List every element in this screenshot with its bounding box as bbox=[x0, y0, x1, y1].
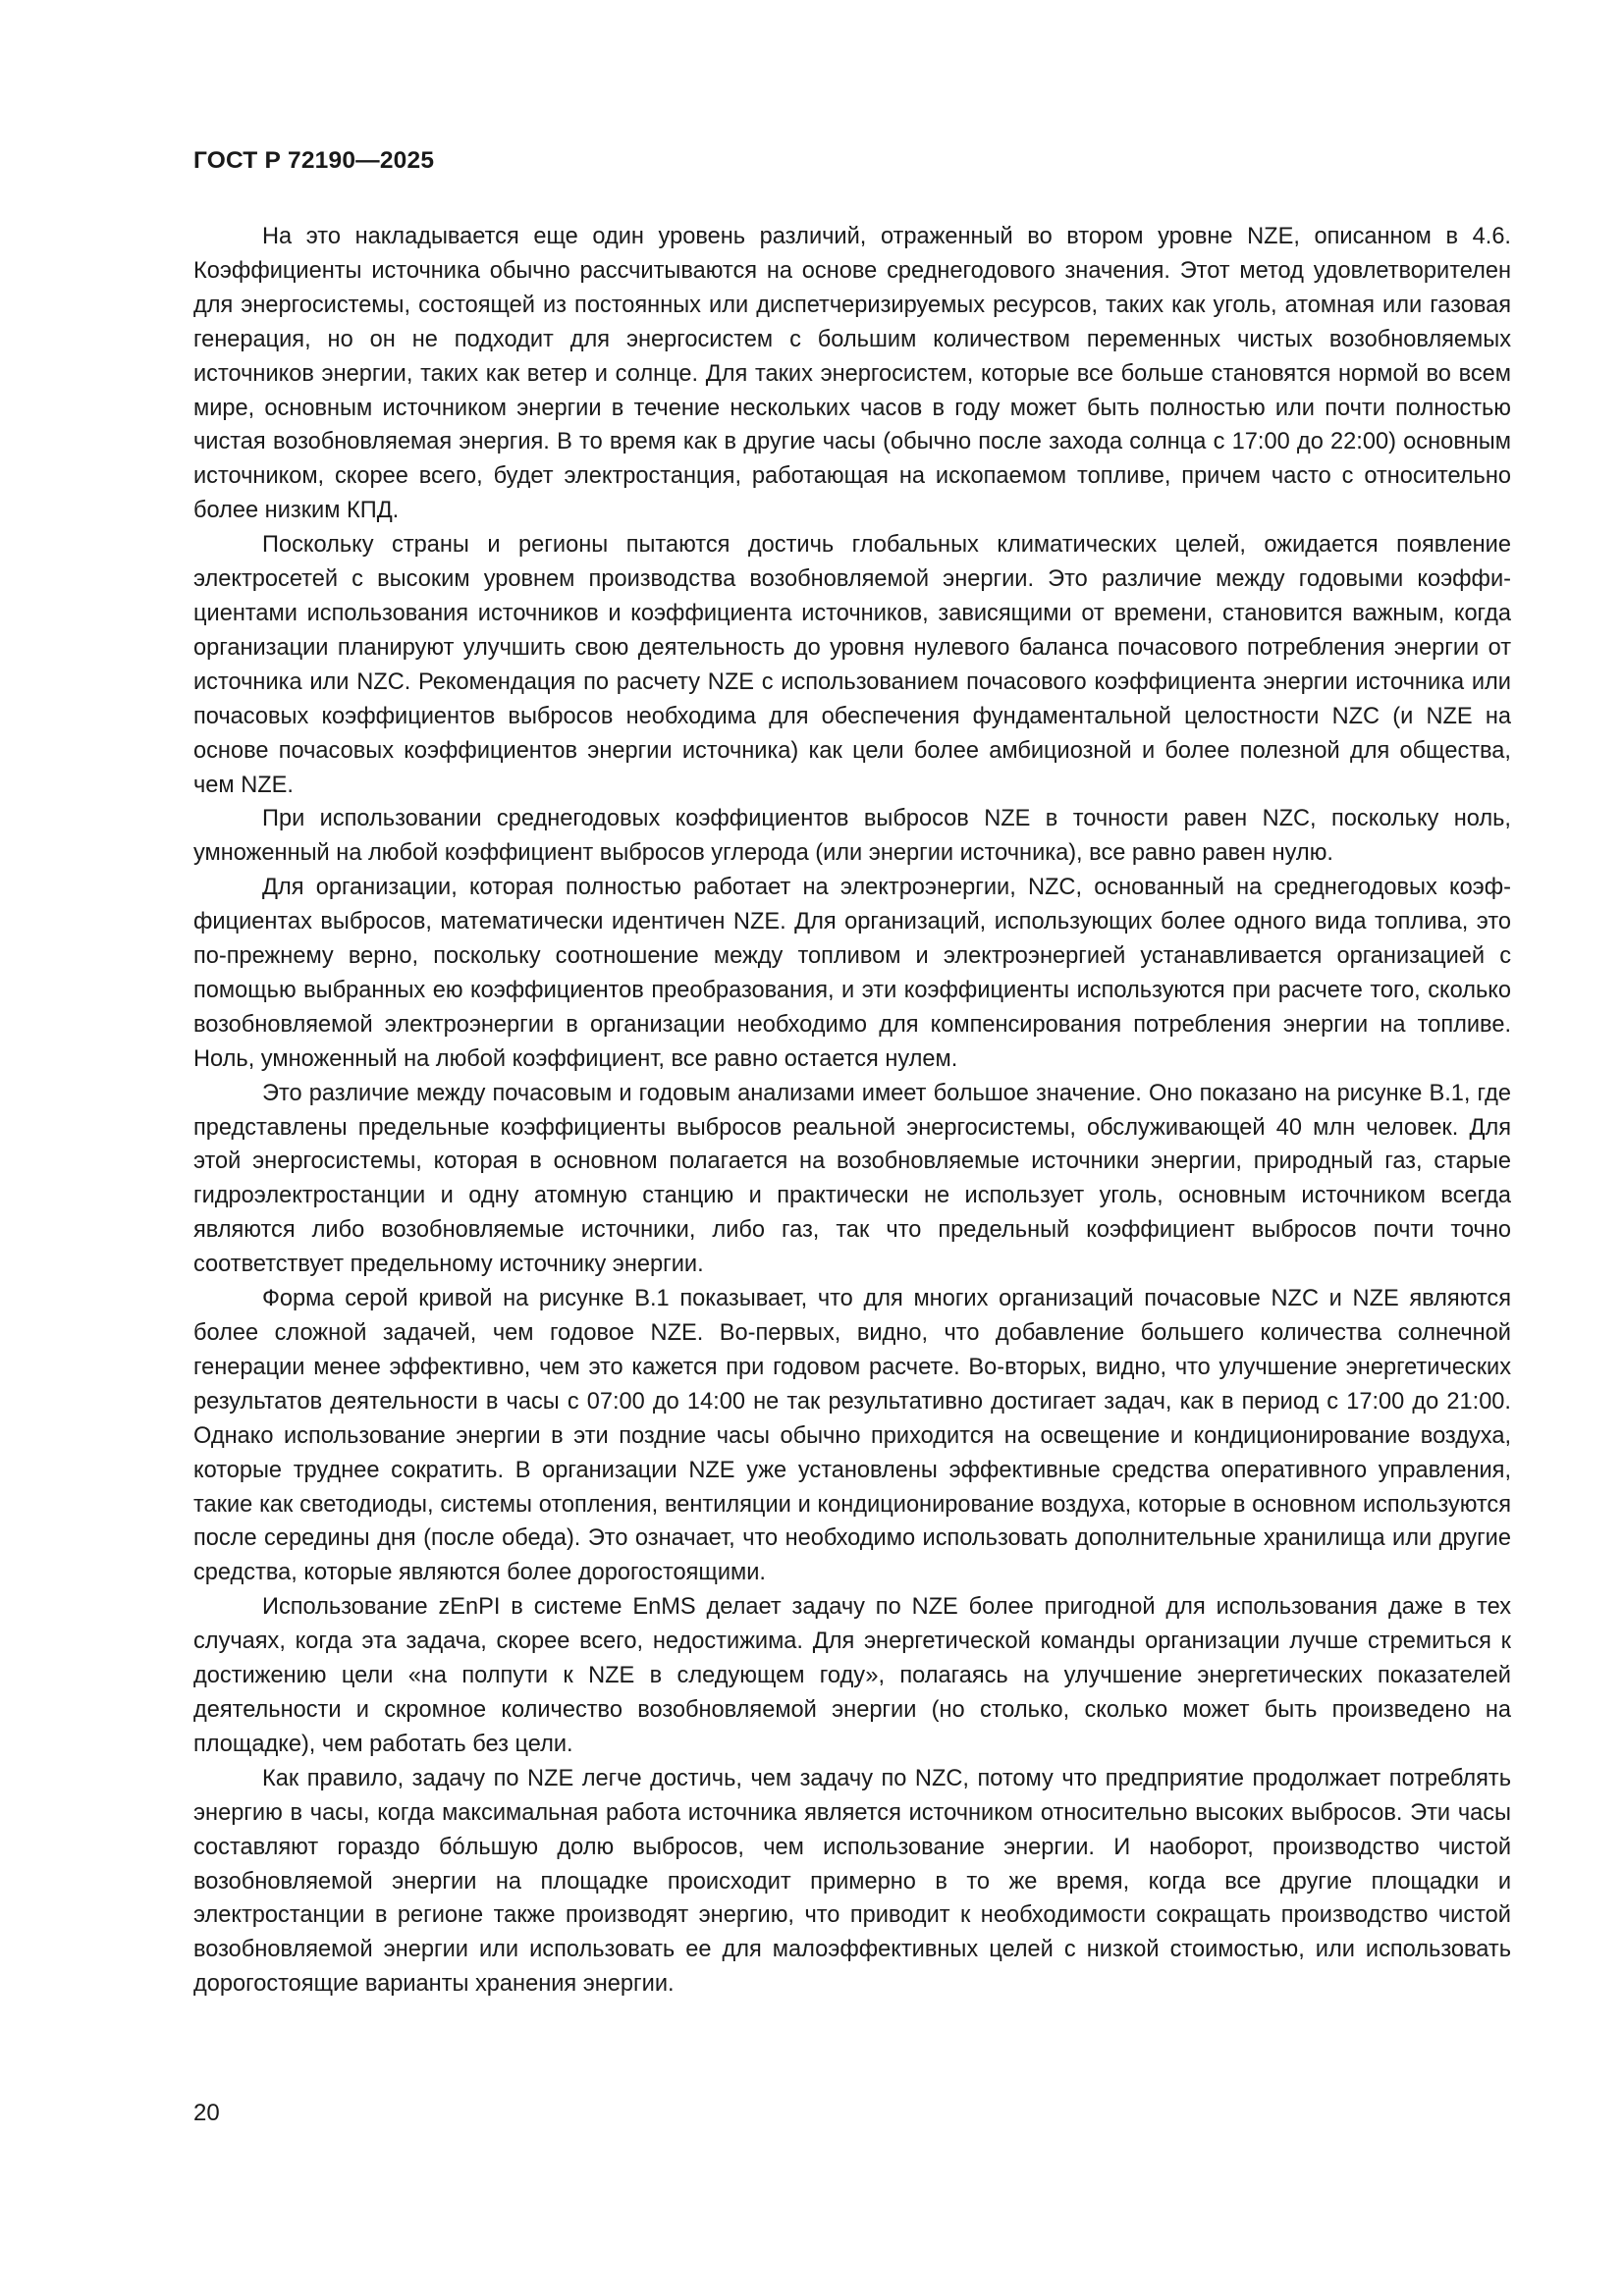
paragraph: При использовании среднегодовых коэффициентов выбросов NZE в точности равен NZC, поскольку ноль, умноженный на любой коэффициент выбросов углерода (или энергии источника), все равно равен нулю. bbox=[193, 806, 1511, 867]
paragraph: Это различие между почасовым и годовым анализами имеет большое значение. Оно показано на рисунке В.1, где представлены предельные коэффициенты выбросов реальной энергосистемы, обслуживающей 40 млн человек. Для этой энергосистемы, которая в основном полагается на возобновляемые источники энергии, природный газ, старые гидроэлектростанции и одну атомную станцию и практически не использует уголь, основным источником всегда являются либо возобновляемые источники, либо газ, так что предельный коэффициент выбросов почти точно соответствует предельному источнику энергии. bbox=[193, 1080, 1511, 1278]
paragraph: Форма серой кривой на рисунке В.1 показывает, что для многих организаций почасовые NZC и NZE являются более сложной задачей, чем годовое NZE. Во-первых, видно, что добавление большего количества солнечной генерации менее эффективно, чем это кажется при годовом расчете. Во-вторых, видно, что улучшение энергетических результатов деятельности в часы с 07:00 до 14:00 не так результативно достигает задач, как в период с 17:00 до 21:00. Однако использование энергии в эти поздние часы обычно приходится на освещение и кондиционирование воздуха, которые труднее сократить. В организации NZE уже установлены эффективные средства оперативного управления, такие как светодиоды, системы отопления, вентиляции и кондиционирование воздуха, которые в основном используются после середины дня (после обеда). Это означает, что необходимо использовать дополнительные хранилища или другие средства, которые являются более дорогостоящими. bbox=[193, 1286, 1511, 1586]
paragraph: Как правило, задачу по NZE легче достичь, чем задачу по NZC, потому что предприятие продолжает потреблять энергию в часы, когда максимальная работа источника является источником относительно высоких выбросов. Эти часы составляют гораздо бóльшую долю выбросов, чем использование энергии. И наоборот, производство чистой возобновляемой энергии на площадке происходит примерно в то же время, когда все другие площадки и электростанции в регионе также производят энергию, что приводит к необходимости сокращать производство чистой возобновляемой энергии или использовать ее для малоэффективных целей с низкой стоимостью, или использовать дорогостоящие варианты хранения энергии. bbox=[193, 1765, 1511, 1998]
document-header: ГОСТ Р 72190—2025 bbox=[193, 147, 435, 174]
paragraph: Поскольку страны и регионы пытаются достичь глобальных климатических целей, ожидается появление электросетей с высоким уровнем производства возобновляемой энергии. Это различие между годовыми коэффициентами использования источников и коэффициента источников, зависящими от времени, становится важным, когда организации планируют улучшить свою деятельность до уровня нулевого баланса почасового потребления энергии от источника или NZC. Рекомендация по расчету NZE с использованием почасового коэффициента энергии источника или почасовых коэффициентов выбросов необходима для обеспечения фундаментальной целостности NZC (и NZE на основе почасовых коэффициентов энергии источника) как цели более амбициозной и более полезной для общества, чем NZE. bbox=[193, 532, 1511, 798]
paragraph: Использование zEnPI в системе EnMS делает задачу по NZE более пригодной для использования даже в тех случаях, когда эта задача, скорее всего, недостижима. Для энергетической команды организации лучше стремиться к достижению цели «на полпути к NZE в следующем году», полагаясь на улучшение энергетических показателей деятельности и скромное количество возобновляемой энергии (но столько, сколько может быть произведено на площадке), чем работать без цели. bbox=[193, 1594, 1511, 1757]
page-number: 20 bbox=[193, 2100, 220, 2126]
paragraph: Для организации, которая полностью работает на электроэнергии, NZC, основанный на среднегодовых коэффициентах выбросов, математически идентичен NZE. Для организаций, использующих более одного вида топлива, это по-прежнему верно, поскольку соотношение между топливом и электроэнергией устанавливается организацией с помощью выбранных ею коэффициентов преобразования, и эти коэффициенты используются при расчете того, сколько возобновляемой электроэнергии в организации необходимо для компенсирования потребления энергии на топливе. Ноль, умноженный на любой коэффициент, все равно остается нулем. bbox=[193, 875, 1511, 1072]
paragraph: На это накладывается еще один уровень различий, отраженный во втором уровне NZE, описанном в 4.6. Коэффициенты источника обычно рассчитываются на основе среднегодового значения. Этот метод удовлетворителен для энергосистемы, состоящей из постоянных или диспетчеризируемых ресурсов, таких как уголь, атомная или газовая генерация, но он не подходит для энергосистем с большим количеством переменных чистых возобновляемых источников энергии, таких как ветер и солнце. Для таких энергосистем, которые все больше становятся нормой во всем мире, основным источником энергии в течение нескольких часов в году может быть полностью или почти полностью чистая возобновляемая энергия. В то время как в другие часы (обычно после захода солнца с 17:00 до 22:00) основным источником, скорее всего, будет электростанция, работающая на ископаемом топливе, причем часто с относительно более низким КПД. bbox=[193, 224, 1511, 524]
document-body bbox=[193, 220, 1511, 2002]
